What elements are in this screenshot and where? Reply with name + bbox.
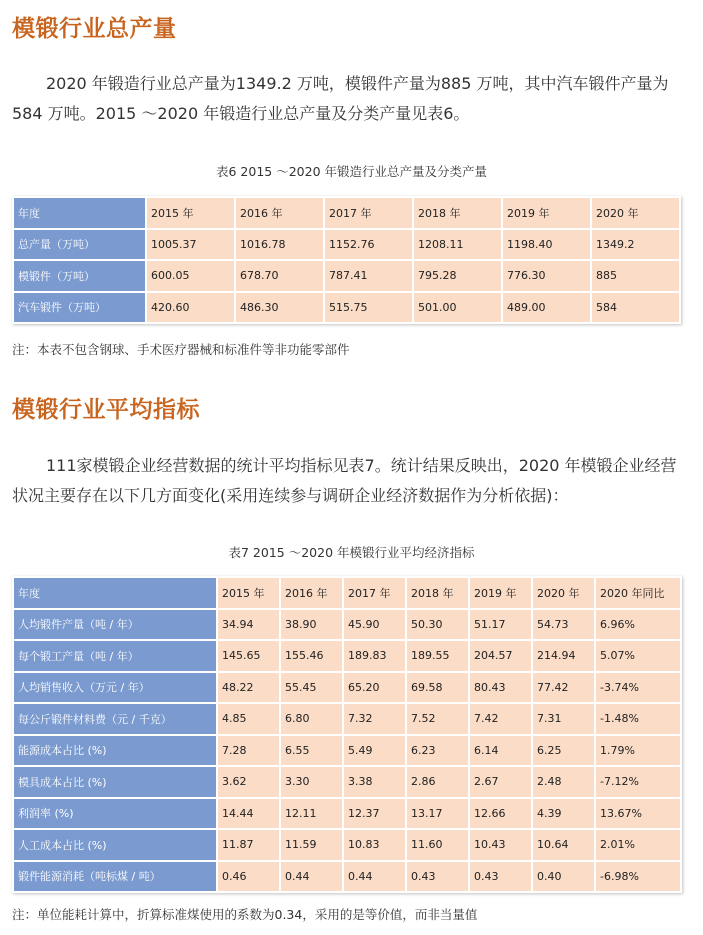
section-heading-output: 模锻行业总产量 <box>12 16 177 42</box>
table-cell: 7.32 <box>344 704 405 734</box>
table-cell: 13.17 <box>407 799 468 829</box>
table-cell: 0.43 <box>407 862 468 892</box>
table-cell: 776.30 <box>503 261 590 291</box>
table-cell: 4.39 <box>533 799 594 829</box>
table-row-label: 每个锻工产量（吨 / 年） <box>14 641 216 671</box>
table-cell: 0.44 <box>281 862 342 892</box>
table-cell: 2.48 <box>533 767 594 797</box>
table-row-label: 模具成本占比 (%) <box>14 767 216 797</box>
table-cell: 65.20 <box>344 673 405 703</box>
table-row <box>14 830 680 860</box>
table-cell: 3.30 <box>281 767 342 797</box>
table-row <box>14 230 679 260</box>
table-cell: 4.85 <box>218 704 279 734</box>
table-cell: 6.96% <box>596 610 680 640</box>
table-cell: 489.00 <box>503 293 590 323</box>
table-cell: 584 <box>592 293 679 323</box>
table-cell: 1208.11 <box>414 230 501 260</box>
table-cell: 420.60 <box>147 293 234 323</box>
table-row-label: 人均销售收入（万元 / 年） <box>14 673 216 703</box>
table-cell: 515.75 <box>325 293 412 323</box>
table-cell: 1005.37 <box>147 230 234 260</box>
table-cell: 45.90 <box>344 610 405 640</box>
table-cell: 38.90 <box>281 610 342 640</box>
table-cell: 1349.2 <box>592 230 679 260</box>
table-cell: 11.60 <box>407 830 468 860</box>
table-cell: 6.14 <box>470 736 531 766</box>
table-cell: 6.80 <box>281 704 342 734</box>
table7-note: 注：单位能耗计算中，折算标准煤使用的系数为0.34，采用的是等价值，而非当量值 <box>12 907 478 922</box>
table-row <box>14 293 679 323</box>
table-header-cell: 年度 <box>14 578 216 608</box>
table-row-label: 利润率 (%) <box>14 799 216 829</box>
table-cell: 0.46 <box>218 862 279 892</box>
table-cell: 14.44 <box>218 799 279 829</box>
table-header-cell: 2017 年 <box>325 198 412 228</box>
table-cell: 12.37 <box>344 799 405 829</box>
table-cell: 6.55 <box>281 736 342 766</box>
table-row <box>14 198 679 228</box>
table-cell: 7.52 <box>407 704 468 734</box>
table-cell: 1198.40 <box>503 230 590 260</box>
table-cell: 13.67% <box>596 799 680 829</box>
table-cell: 11.59 <box>281 830 342 860</box>
table-cell: 2.86 <box>407 767 468 797</box>
table-cell: 7.28 <box>218 736 279 766</box>
section-heading-indicators: 模锻行业平均指标 <box>12 397 200 423</box>
table-cell: 51.17 <box>470 610 531 640</box>
table-cell: 0.44 <box>344 862 405 892</box>
table-header-cell: 2015 年 <box>147 198 234 228</box>
table6 <box>12 196 681 324</box>
table-row-label: 模锻件（万吨） <box>14 261 145 291</box>
table-cell: 11.87 <box>218 830 279 860</box>
table-cell: 6.25 <box>533 736 594 766</box>
table-cell: 50.30 <box>407 610 468 640</box>
table-row-label: 总产量（万吨） <box>14 230 145 260</box>
table-cell: 3.62 <box>218 767 279 797</box>
table-cell: 77.42 <box>533 673 594 703</box>
table-cell: 10.64 <box>533 830 594 860</box>
table-header-cell: 年度 <box>14 198 145 228</box>
table-cell: 787.41 <box>325 261 412 291</box>
table-cell: 189.55 <box>407 641 468 671</box>
table-cell: -7.12% <box>596 767 680 797</box>
table-cell: 2.01% <box>596 830 680 860</box>
table-cell: -1.48% <box>596 704 680 734</box>
table-cell: 795.28 <box>414 261 501 291</box>
table-cell: 7.31 <box>533 704 594 734</box>
table-cell: 885 <box>592 261 679 291</box>
table-cell: -6.98% <box>596 862 680 892</box>
table-cell: 80.43 <box>470 673 531 703</box>
table-row <box>14 862 680 892</box>
table-header-cell: 2019 年 <box>503 198 590 228</box>
table-row-label: 人工成本占比 (%) <box>14 830 216 860</box>
table-row <box>14 736 680 766</box>
output-paragraph: 2020 年锻造行业总产量为1349.2 万吨，模锻件产量为885 万吨，其中汽车锻件产量为584 万吨。2015 ～2020 年锻造行业总产量及分类产量见表6。 <box>12 74 669 123</box>
table-row-label: 汽车锻件（万吨） <box>14 293 145 323</box>
table-header-cell: 2020 年同比 <box>596 578 680 608</box>
table7-caption: 表7 2015 ～2020 年模锻行业平均经济指标 <box>228 545 475 560</box>
table-cell: 600.05 <box>147 261 234 291</box>
table-row-label: 能源成本占比 (%) <box>14 736 216 766</box>
indicators-paragraph: 111家模锻企业经营数据的统计平均指标见表7。统计结果反映出，2020 年模锻企业经营状况主要存在以下几方面变化(采用连续参与调研企业经济数据作为分析依据)： <box>12 456 677 505</box>
table-row-label: 人均锻件产量（吨 / 年） <box>14 610 216 640</box>
table-row-label: 锻件能源消耗（吨标煤 / 吨） <box>14 862 216 892</box>
table-header-cell: 2017 年 <box>344 578 405 608</box>
table-cell: 486.30 <box>236 293 323 323</box>
table7 <box>12 576 682 893</box>
table-row <box>14 704 680 734</box>
table6-note: 注：本表不包含钢球、手术医疗器械和标准件等非功能零部件 <box>12 342 350 357</box>
table-header-cell: 2016 年 <box>281 578 342 608</box>
table-cell: 204.57 <box>470 641 531 671</box>
table-cell: 3.38 <box>344 767 405 797</box>
table-row <box>14 261 679 291</box>
table-row <box>14 610 680 640</box>
table-cell: 69.58 <box>407 673 468 703</box>
table-cell: 501.00 <box>414 293 501 323</box>
table-cell: 2.67 <box>470 767 531 797</box>
table-cell: 12.66 <box>470 799 531 829</box>
table-cell: 678.70 <box>236 261 323 291</box>
table-cell: 12.11 <box>281 799 342 829</box>
table-row <box>14 578 680 608</box>
table-cell: 145.65 <box>218 641 279 671</box>
table6-caption: 表6 2015 ～2020 年锻造行业总产量及分类产量 <box>216 164 487 179</box>
table-cell: -3.74% <box>596 673 680 703</box>
table-cell: 0.43 <box>470 862 531 892</box>
table-cell: 54.73 <box>533 610 594 640</box>
table-header-cell: 2016 年 <box>236 198 323 228</box>
table-cell: 1.79% <box>596 736 680 766</box>
table-row <box>14 673 680 703</box>
table-cell: 55.45 <box>281 673 342 703</box>
table-cell: 1016.78 <box>236 230 323 260</box>
table-cell: 7.42 <box>470 704 531 734</box>
table-header-cell: 2018 年 <box>414 198 501 228</box>
table-header-cell: 2019 年 <box>470 578 531 608</box>
table-header-cell: 2015 年 <box>218 578 279 608</box>
table-cell: 5.07% <box>596 641 680 671</box>
table-row <box>14 799 680 829</box>
table-cell: 5.49 <box>344 736 405 766</box>
table-cell: 34.94 <box>218 610 279 640</box>
table-cell: 189.83 <box>344 641 405 671</box>
table-cell: 0.40 <box>533 862 594 892</box>
table-header-cell: 2020 年 <box>533 578 594 608</box>
table-cell: 214.94 <box>533 641 594 671</box>
table-row-label: 每公斤锻件材料费（元 / 千克） <box>14 704 216 734</box>
table-cell: 10.43 <box>470 830 531 860</box>
table-cell: 48.22 <box>218 673 279 703</box>
table-cell: 1152.76 <box>325 230 412 260</box>
table-cell: 155.46 <box>281 641 342 671</box>
table-header-cell: 2018 年 <box>407 578 468 608</box>
table-header-cell: 2020 年 <box>592 198 679 228</box>
table-cell: 6.23 <box>407 736 468 766</box>
table-row <box>14 641 680 671</box>
table-cell: 10.83 <box>344 830 405 860</box>
table-row <box>14 767 680 797</box>
